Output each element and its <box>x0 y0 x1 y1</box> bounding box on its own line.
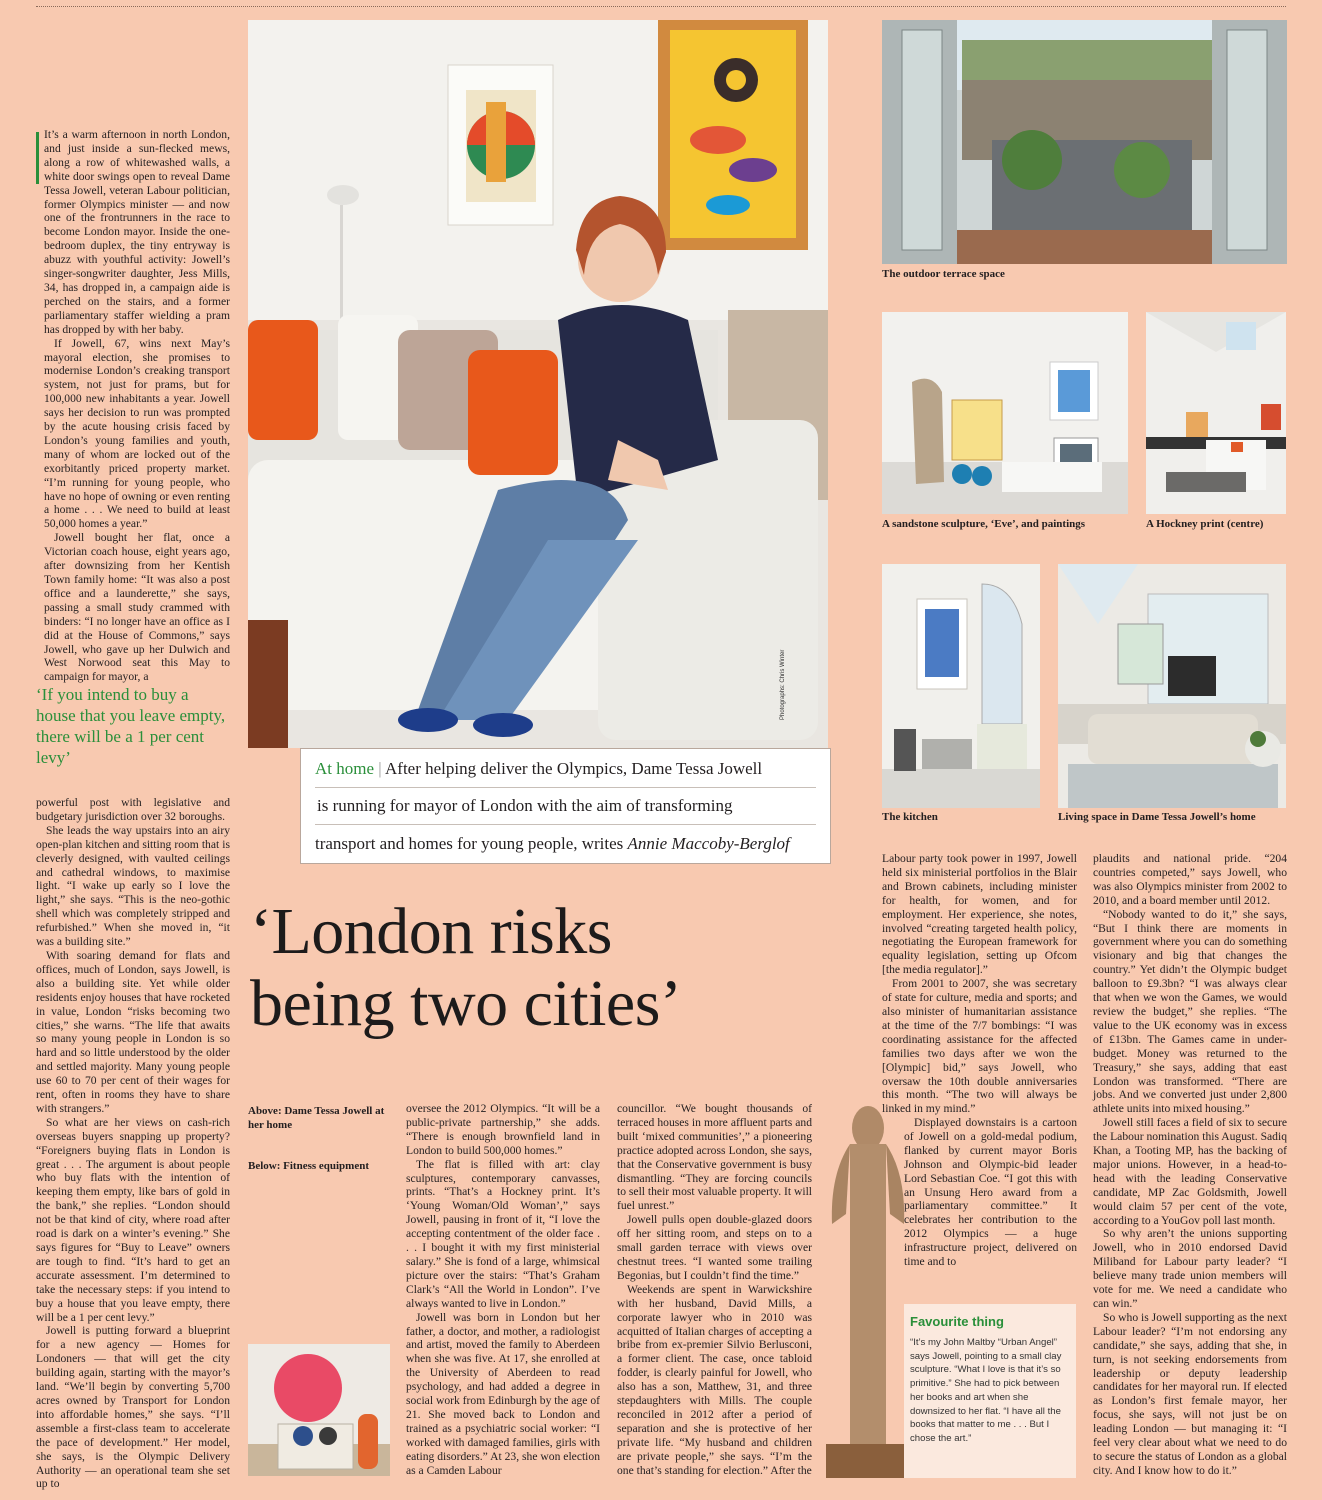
paragraph: With soaring demand for flats and offices, much of London, says Jowell, is also a building site. Yet while older residents enjoy houses that have rocketed in value, London “risks becoming two cities,” she warns. “The life that awaits so many young people in London is so hard and so little understood by the older and settled majority. Many young people use 60 to 70 per cent of their wages for rent, often in rooms they have to share with strangers.” <box>36 948 230 1115</box>
paragraph: The flat is filled with art: clay sculptures, contemporary canvasses, prints. “That’s a Hockney print. It’s ‘Young Woman/Old Woman’,” says Jowell, pausing in front of it, “I love the accepting contentment of the older face . . . I bought it with my first ministerial salary.” She is fond of a large, whimsical picture over the stairs: “That’s Graham Clark’s “All the World in London”. I’ve always wanted to live in London.” <box>406 1157 600 1310</box>
standfirst-separator: | <box>378 759 382 778</box>
paragraph: councillor. “We bought thousands of terraced houses in more affluent parts and built ‘mixed communities’,” a pioneering practice adopted across London, she says, that the Conservative government is busy dismantling. “They are forcing councils to sell their most valuable property. It will fuel unrest.” <box>617 1102 813 1213</box>
standfirst-divider <box>315 787 816 788</box>
favourite-title: Favourite thing <box>910 1314 1004 1329</box>
kitchen-photo <box>882 564 1040 808</box>
paragraph: Labour party took power in 1997, Jowell held six ministerial portfolios in the Blair and Brown cabinets, including minister for health, for women, and for employment. Her experience, she notes, involved “creating targeted health policy, negotiating the European framework for equality legislation, setting up Ofcom [the media regulator].” <box>882 852 1077 977</box>
article-column-4 <box>617 1102 812 1478</box>
standfirst-label: At home <box>315 759 375 778</box>
caption-kitchen: The kitchen <box>882 811 938 823</box>
standfirst-text-3: transport and homes for young people, writes <box>315 834 624 853</box>
fitness-photo <box>248 1344 390 1476</box>
favourite-thing-box <box>904 1304 1076 1478</box>
paragraph: If Jowell, 67, wins next May’s mayoral election, she promises to modernise London’s creaking transport system, not just for prams, but for 100,000 new inhabitants a year. Jowell says her decision to run was prompted by the acute housing crisis faced by London’s young families and youth, many of whom are locked out of the exorbitantly priced property market. “I’m running for young people, who have no hope of owning or even renting a home . . . We need to build at least 50,000 homes a year.” <box>44 336 230 531</box>
standfirst-divider <box>315 824 816 825</box>
dropcap-bar <box>36 132 39 184</box>
pull-quote: ‘If you intend to buy a house that you leave empty, there will be a 1 per cent levy’ <box>36 685 226 767</box>
paragraph: From 2001 to 2007, she was secretary of state for culture, media and sports; and also minister of humanitarian assistance at the time of the 7/7 bombings: “I was coordinating assistance for the affected families two days after we won the [Olympic] bid,” says Jowell, who oversaw the 10th double anniversaries this month. “The two will always be linked in my mind.” <box>882 977 1077 1116</box>
paragraph: Jowell was born in London but her father, a doctor, and mother, a radiologist and artist, moved the family to Aberdeen when she was five. At 17, she enrolled at the University of Aberdeen to read psychology, and had added a degree in social work from Edinburgh by the age of 21. She moved back to London and trained as a psychiatric social worker: “I worked with damaged families, girls with eating disorders.” At 23, she won election as a Camden Labour <box>406 1310 600 1477</box>
living-illustration <box>1058 564 1286 808</box>
paragraph: She leads the way upstairs into an airy open-plan kitchen and sitting room that is cleverly designed, with vaulted ceilings and cathedral windows, to maximise light. “I wake up early so I love the light,” she says. “This is the neo-gothic shell which was completely stripped and refurbished.” When she moved in, “it was a building site.” <box>36 823 230 949</box>
caption-terrace: The outdoor terrace space <box>882 268 1005 280</box>
article-column-1b <box>36 796 230 1491</box>
living-photo <box>1058 564 1286 808</box>
headline-line-2: being two cities’ <box>250 967 682 1040</box>
paragraph: So what are her views on cash-rich overseas buyers snapping up property? “Foreigners buying flats in London is great . . . The argument is about people who buy flats with the intention of keeping them empty, like bars of gold in the bank,” she replies. “London should not be that kind of city, where road after road is dark on a winter’s evening.” She says figures for “Buy to Leave” owners are tough to find. “It’s hard to get an accurate assessment. I’m determined to take the necessary steps: if you intend to buy a house that you leave empty, there will be a 1 per cent levy.” <box>36 1115 230 1324</box>
top-rule <box>36 6 1286 7</box>
hockney-illustration <box>1146 312 1286 514</box>
article-column-1 <box>44 128 230 684</box>
caption-hockney: A Hockney print (centre) <box>1146 518 1264 530</box>
headline <box>250 896 810 1040</box>
caption-below: Below: Fitness equipment <box>248 1160 369 1172</box>
paragraph: powerful post with legislative and budgetary jurisdiction over 32 boroughs. <box>36 796 230 823</box>
article-column-5-top <box>882 852 1077 1116</box>
paragraph: “Nobody wanted to do it,” she says, “But I think there are moments in government where you can do something visionary and big that changes the country.” Yet didn’t the Olympic budget balloon to £9.3bn? “I was always clear that when we won the Games, we would review the budget,” she replies. “The value to the UK economy was in excess of £13bn. The Games came in under-budget. Money was returned to the Treasury,” she says, adding that east London was transformed. “There are jobs. And we converted just under 2,800 athlete units into mixed housing.” <box>1093 907 1287 1116</box>
paragraph: It’s a warm afternoon in north London, and just inside a sun-flecked mews, along a row of whitewashed walls, a white door swings open to reveal Dame Tessa Jowell, veteran Labour politician, former Olympics minister — and now one of the frontrunners in the race to become London mayor. Inside the one-bedroom duplex, the tiny entryway is abuzz with youthful activity: Jowell’s singer-songwriter daughter, Jess Mills, 34, has dropped in, a campaign aide is perched on the stairs, and a former parliamentary staffer wielding a pram has dropped by with her baby. <box>44 128 230 336</box>
caption-living: Living space in Dame Tessa Jowell’s home <box>1058 811 1256 823</box>
standfirst-text-2: is running for mayor of London with the aim of transforming <box>317 796 733 815</box>
article-column-5-bottom <box>904 1116 1077 1272</box>
standfirst-text-1: After helping deliver the Olympics, Dame Tessa Jowell <box>385 759 763 778</box>
caption-sculpture: A sandstone sculpture, ‘Eve’, and paintings <box>882 518 1086 530</box>
standfirst-line-3 <box>315 834 790 854</box>
caption-above: Above: Dame Tessa Jowell at her home <box>248 1105 385 1131</box>
fitness-illustration <box>248 1344 390 1476</box>
paragraph: Weekends are spent in Warwickshire with her husband, David Mills, a corporate lawyer who in 2010 was acquitted of Italian charges of accepting a bribe from ex-premier Silvio Berlusconi, a former client. The case, once tabloid fodder, is clearly painful for Jowell, who also has a son, Matthew, 31, and three stepdaughters with Mills. The couple reconciled in 2012 after a period of separation and she is protective of her private life. “My husband and children are private people,” she says. “I’m the one that’s standing for election.” After the <box>617 1282 812 1477</box>
portrait-illustration <box>248 20 828 748</box>
standfirst-line-1 <box>315 759 762 779</box>
favourite-text: “It’s my John Maltby “Urban Angel” says Jowell, pointing to a small clay sculpture. “What I love is that it’s so primitive.” She had to pick between her books and art when she downsized to her flat. “I have all the books that matter to me . . . But I chose the art.” <box>910 1337 1062 1444</box>
hockney-photo <box>1146 312 1286 514</box>
paragraph: Jowell is putting forward a blueprint for a new agency — Homes for Londoners — that will get the city building again, starting with the mayor’s land. “We’ll begin by converting 5,700 acres owned by Transport for London into affordable homes,” she says. “I’ll assemble a first-class team to accelerate the pace of development.” Her model, she says, is the Olympic Delivery Authority — an operational team she set up to <box>36 1324 230 1491</box>
byline: Annie Maccoby-Berglof <box>627 834 790 853</box>
paragraph: So who is Jowell supporting as the next Labour leader? “I’m not endorsing any candidate,” she says, adding that she, in turn, is not seeking endorsements from leadership or deputy leadership candidates for her mayoral run. If elected as London’s first female mayor, her focus, she says, will not just be on leading London — but managing it: “I feel very clear about what we need to do to secure the status of London as a global city. And I know how to do it.” <box>1093 1310 1287 1477</box>
main-portrait-photo <box>248 20 828 748</box>
paragraph: So why aren’t the unions supporting Jowell, who in 2010 endorsed David Miliband for Labour party leader? “I believe many trade union members will vote for me. We need a candidate who can win.” <box>1093 1227 1287 1310</box>
sculpture-illustration <box>882 312 1128 514</box>
kitchen-illustration <box>882 564 1040 808</box>
photo-credit: Photographs: Chris Winter <box>780 649 786 720</box>
terrace-illustration <box>882 20 1287 264</box>
standfirst-box <box>300 748 831 864</box>
sculpture-photo <box>882 312 1128 514</box>
paragraph: Displayed downstairs is a cartoon of Jowell on a gold-medal podium, flanked by current mayor Boris Johnson and Olympic-bid leader Lord Sebastian Coe. “I got this with an Unsung Hero award from a parliamentary committee.” It celebrates her contribution to the 2012 Olympics — a huge infrastructure project, delivered on time and to <box>904 1116 1077 1269</box>
terrace-photo <box>882 20 1287 264</box>
paragraph: plaudits and national pride. “204 countries competed,” says Jowell, who was also Olympics minister from 2002 to 2010, and a board member until 2012. <box>1093 852 1287 907</box>
paragraph: Jowell bought her flat, once a Victorian coach house, eight years ago, after downsizing from her Kentish Town family home: “It was also a post office and a launderette,” she says, passing a small study crammed with binders: “I no longer have an office as I did at the House of Commons,” says Jowell, who gave up her Dulwich and West Norwood seat this May to campaign for mayor, a <box>44 531 230 684</box>
headline-line-1: ‘London risks <box>250 895 612 968</box>
paragraph: oversee the 2012 Olympics. “It will be a public-private partnership,” she adds. “There is enough brownfield land in London to build 500,000 homes.” <box>406 1102 600 1157</box>
article-column-6 <box>1093 852 1287 1480</box>
paragraph: Jowell still faces a field of six to secure the Labour nomination this August. Sadiq Khan, a Tooting MP, has the backing of major unions. However, in a head-to-head with the leading Conservative candidate, MP Zac Goldsmith, Jowell would claim 57 per cent of the vote, according to a YouGov poll last month. <box>1093 1116 1287 1227</box>
article-column-3 <box>406 1102 600 1478</box>
urban-angel-photo <box>822 1104 914 1482</box>
paragraph: Jowell pulls open double-glazed doors off her sitting room, and steps on to a small garden terrace with views over chestnut trees. “I wanted some trailing Begonias, but I couldn’t find the time.” <box>617 1213 812 1282</box>
urban-angel-illustration <box>822 1104 914 1482</box>
